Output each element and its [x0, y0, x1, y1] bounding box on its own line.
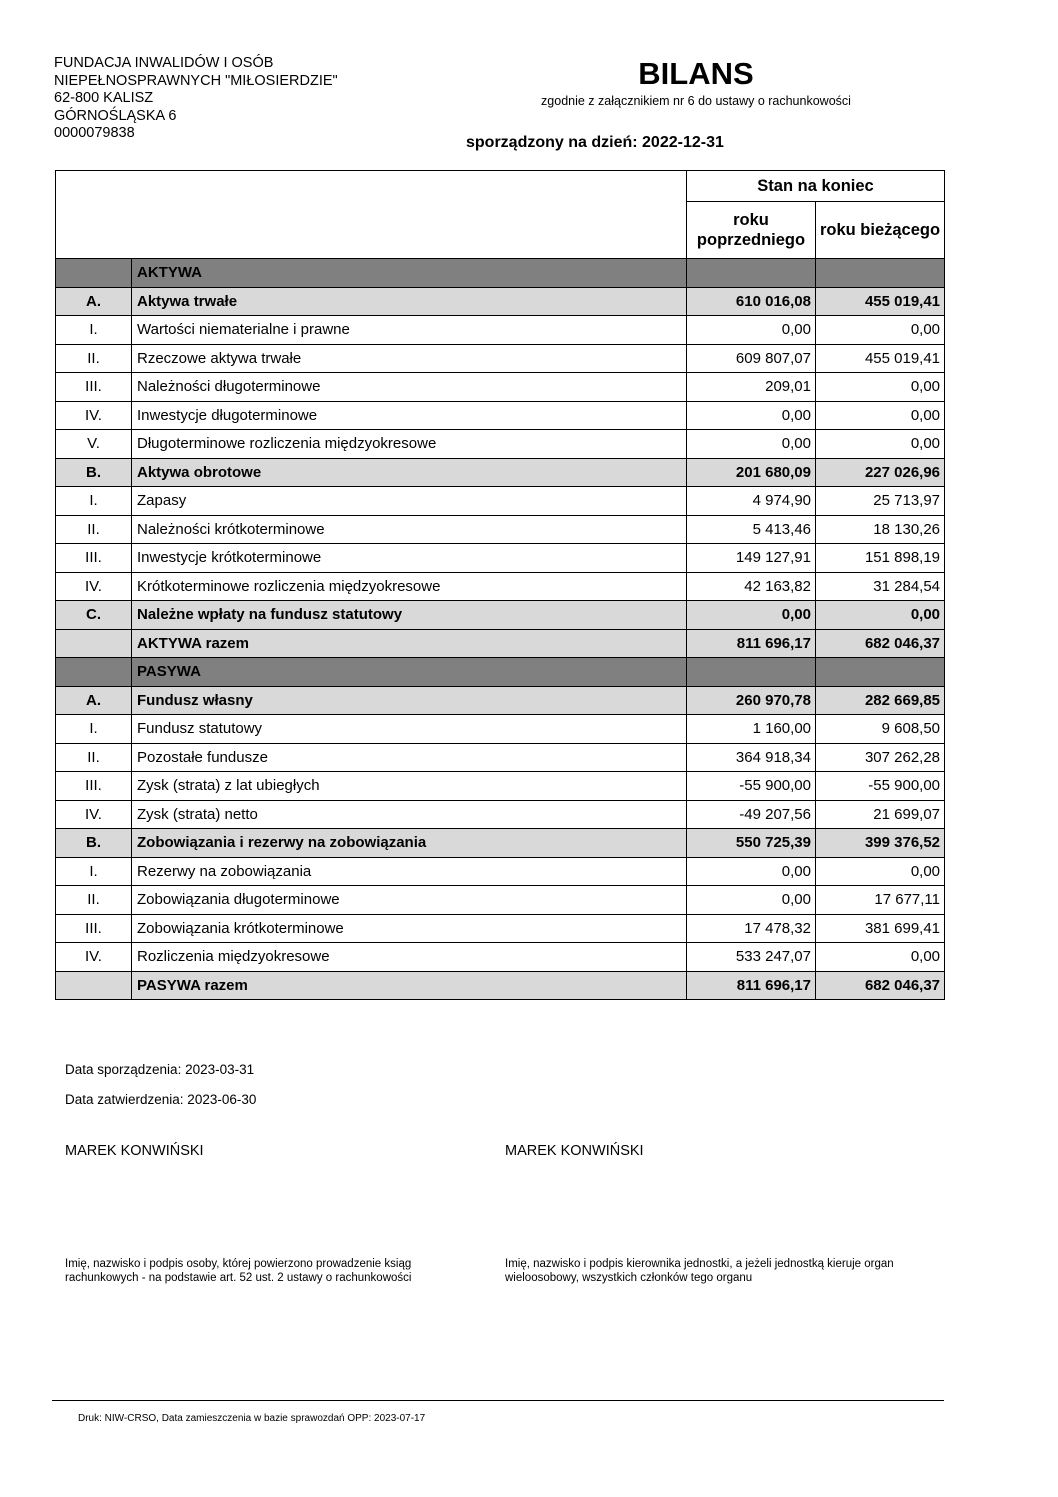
value-previous-year: 0,00 — [687, 430, 816, 459]
row-label: Długoterminowe rozliczenia międzyokresowe — [132, 430, 687, 459]
row-number: III. — [56, 772, 132, 801]
row-label: Inwestycje długoterminowe — [132, 401, 687, 430]
row-number: V. — [56, 430, 132, 459]
header-roku-poprzedniego — [687, 202, 816, 259]
row-number: II. — [56, 886, 132, 915]
table-row — [56, 401, 945, 430]
row-label: Pozostałe fundusze — [132, 743, 687, 772]
row-number: I. — [56, 487, 132, 516]
row-label: Należności krótkoterminowe — [132, 515, 687, 544]
table-row — [56, 686, 945, 715]
row-label: Należne wpłaty na fundusz statutowy — [132, 601, 687, 630]
table-row — [56, 316, 945, 345]
footer-divider — [52, 1400, 944, 1401]
footer-print-info: Druk: NIW-CRSO, Data zamieszczenia w bazie sprawozdań OPP: 2023-07-17 — [78, 1413, 426, 1424]
value-previous-year: 5 413,46 — [687, 515, 816, 544]
value-current-year: 0,00 — [816, 401, 945, 430]
value-current-year — [816, 259, 945, 288]
row-label: Zysk (strata) z lat ubiegłych — [132, 772, 687, 801]
row-label: Fundusz własny — [132, 686, 687, 715]
value-previous-year: 4 974,90 — [687, 487, 816, 516]
row-number: A. — [56, 287, 132, 316]
table-row — [56, 829, 945, 858]
value-previous-year: 17 478,32 — [687, 914, 816, 943]
value-current-year: 0,00 — [816, 373, 945, 402]
row-number: IV. — [56, 800, 132, 829]
row-number: II. — [56, 743, 132, 772]
header-roku-biezacego — [816, 202, 945, 259]
value-previous-year: 609 807,07 — [687, 344, 816, 373]
table-row — [56, 344, 945, 373]
row-label: Zysk (strata) netto — [132, 800, 687, 829]
row-number: A. — [56, 686, 132, 715]
row-number — [56, 629, 132, 658]
signature-desc-accountant: Imię, nazwisko i podpis osoby, której powierzono prowadzenie ksiąg rachunkowych - na podstawie art. 52 ust. 2 ustawy o rachunkowości — [65, 1258, 412, 1284]
signature-name-manager: MAREK KONWIŃSKI — [505, 1143, 644, 1159]
value-current-year: 282 669,85 — [816, 686, 945, 715]
row-number: B. — [56, 458, 132, 487]
value-previous-year: 260 970,78 — [687, 686, 816, 715]
value-current-year: 0,00 — [816, 857, 945, 886]
row-label: PASYWA razem — [132, 971, 687, 1000]
row-label: Zapasy — [132, 487, 687, 516]
signature-desc-manager: Imię, nazwisko i podpis kierownika jednostki, a jeżeli jednostką kieruje organ wieloosobowy, wszystkich członków tego organu — [505, 1258, 894, 1284]
table-row — [56, 373, 945, 402]
row-number: II. — [56, 344, 132, 373]
value-previous-year — [687, 259, 816, 288]
row-number: I. — [56, 857, 132, 886]
value-current-year: 0,00 — [816, 943, 945, 972]
row-number: I. — [56, 715, 132, 744]
value-current-year: 682 046,37 — [816, 629, 945, 658]
organization-block — [54, 55, 338, 143]
table-row — [56, 572, 945, 601]
value-previous-year: 0,00 — [687, 316, 816, 345]
table-row — [56, 658, 945, 687]
row-label: Fundusz statutowy — [132, 715, 687, 744]
row-label: AKTYWA — [132, 259, 687, 288]
row-label: Wartości niematerialne i prawne — [132, 316, 687, 345]
row-number: IV. — [56, 401, 132, 430]
row-label: Należności długoterminowe — [132, 373, 687, 402]
value-current-year: 227 026,96 — [816, 458, 945, 487]
value-current-year: 25 713,97 — [816, 487, 945, 516]
value-current-year: 682 046,37 — [816, 971, 945, 1000]
header-blank-cell — [56, 171, 687, 259]
header-prev-label: roku poprzedniego — [696, 211, 806, 249]
table-row — [56, 943, 945, 972]
row-label: Zobowiązania i rezerwy na zobowiązania — [132, 829, 687, 858]
value-current-year: 455 019,41 — [816, 344, 945, 373]
row-number — [56, 259, 132, 288]
table-row — [56, 430, 945, 459]
row-label: AKTYWA razem — [132, 629, 687, 658]
value-previous-year: 0,00 — [687, 601, 816, 630]
table-row — [56, 515, 945, 544]
row-number: B. — [56, 829, 132, 858]
value-current-year: 21 699,07 — [816, 800, 945, 829]
value-current-year: 18 130,26 — [816, 515, 945, 544]
table-row — [56, 886, 945, 915]
header-stan-na-koniec: Stan na koniec — [687, 171, 945, 202]
value-previous-year: 811 696,17 — [687, 971, 816, 1000]
value-previous-year — [687, 658, 816, 687]
org-postal-city: 62-800 KALISZ — [54, 90, 154, 107]
value-previous-year: 1 160,00 — [687, 715, 816, 744]
row-number — [56, 658, 132, 687]
signature-name-accountant: MAREK KONWIŃSKI — [65, 1143, 204, 1159]
row-number: I. — [56, 316, 132, 345]
table-row — [56, 857, 945, 886]
row-number: III. — [56, 544, 132, 573]
row-label: PASYWA — [132, 658, 687, 687]
table-row — [56, 487, 945, 516]
value-previous-year: 0,00 — [687, 857, 816, 886]
row-number: IV. — [56, 943, 132, 972]
table-row — [56, 971, 945, 1000]
table-row — [56, 743, 945, 772]
value-previous-year: 533 247,07 — [687, 943, 816, 972]
value-current-year: 381 699,41 — [816, 914, 945, 943]
value-current-year: 307 262,28 — [816, 743, 945, 772]
value-previous-year: 610 016,08 — [687, 287, 816, 316]
table-row — [56, 287, 945, 316]
row-number: III. — [56, 914, 132, 943]
row-label: Rzeczowe aktywa trwałe — [132, 344, 687, 373]
row-label: Krótkoterminowe rozliczenia międzyokresowe — [132, 572, 687, 601]
row-number: IV. — [56, 572, 132, 601]
table-row — [56, 629, 945, 658]
row-number: C. — [56, 601, 132, 630]
value-previous-year: -55 900,00 — [687, 772, 816, 801]
row-label: Inwestycje krótkoterminowe — [132, 544, 687, 573]
value-current-year: 0,00 — [816, 430, 945, 459]
table-row — [56, 259, 945, 288]
table-row — [56, 601, 945, 630]
row-number: II. — [56, 515, 132, 544]
balance-date: sporządzony na dzień: 2022-12-31 — [466, 134, 724, 151]
header-curr-label: roku bieżącego — [819, 221, 941, 239]
table-header-row — [56, 171, 945, 202]
value-current-year — [816, 658, 945, 687]
row-label: Zobowiązania długoterminowe — [132, 886, 687, 915]
value-previous-year: 0,00 — [687, 401, 816, 430]
org-name-line-1: FUNDACJA INWALIDÓW I OSÓB — [54, 55, 274, 71]
value-current-year: 151 898,19 — [816, 544, 945, 573]
value-previous-year: 149 127,91 — [687, 544, 816, 573]
approved-date: Data zatwierdzenia: 2023-06-30 — [65, 1092, 257, 1107]
value-current-year: 455 019,41 — [816, 287, 945, 316]
row-number — [56, 971, 132, 1000]
row-label: Rozliczenia międzyokresowe — [132, 943, 687, 972]
value-current-year: 9 608,50 — [816, 715, 945, 744]
balance-sheet-table — [55, 170, 945, 1000]
value-previous-year: -49 207,56 — [687, 800, 816, 829]
value-previous-year: 550 725,39 — [687, 829, 816, 858]
value-current-year: 31 284,54 — [816, 572, 945, 601]
org-krs-number: 0000079838 — [54, 125, 135, 142]
table-row — [56, 544, 945, 573]
value-current-year: 399 376,52 — [816, 829, 945, 858]
value-current-year: 0,00 — [816, 601, 945, 630]
row-label: Rezerwy na zobowiązania — [132, 857, 687, 886]
document-subtitle: zgodnie z załącznikiem nr 6 do ustawy o rachunkowości — [541, 94, 851, 108]
value-previous-year: 364 918,34 — [687, 743, 816, 772]
value-previous-year: 0,00 — [687, 886, 816, 915]
value-current-year: 17 677,11 — [816, 886, 945, 915]
table-row — [56, 914, 945, 943]
value-previous-year: 42 163,82 — [687, 572, 816, 601]
value-previous-year: 811 696,17 — [687, 629, 816, 658]
table-row — [56, 715, 945, 744]
value-current-year: -55 900,00 — [816, 772, 945, 801]
row-label: Aktywa obrotowe — [132, 458, 687, 487]
row-number: III. — [56, 373, 132, 402]
table-row — [56, 800, 945, 829]
org-name-line-2: NIEPEŁNOSPRAWNYCH "MIŁOSIERDZIE" — [54, 72, 338, 89]
table-row — [56, 458, 945, 487]
row-label: Zobowiązania krótkoterminowe — [132, 914, 687, 943]
org-street: GÓRNOŚLĄSKA 6 — [54, 107, 177, 124]
value-current-year: 0,00 — [816, 316, 945, 345]
prepared-date: Data sporządzenia: 2023-03-31 — [65, 1062, 255, 1077]
row-label: Aktywa trwałe — [132, 287, 687, 316]
table-row — [56, 772, 945, 801]
value-previous-year: 209,01 — [687, 373, 816, 402]
document-title: BILANS — [638, 56, 754, 91]
value-previous-year: 201 680,09 — [687, 458, 816, 487]
